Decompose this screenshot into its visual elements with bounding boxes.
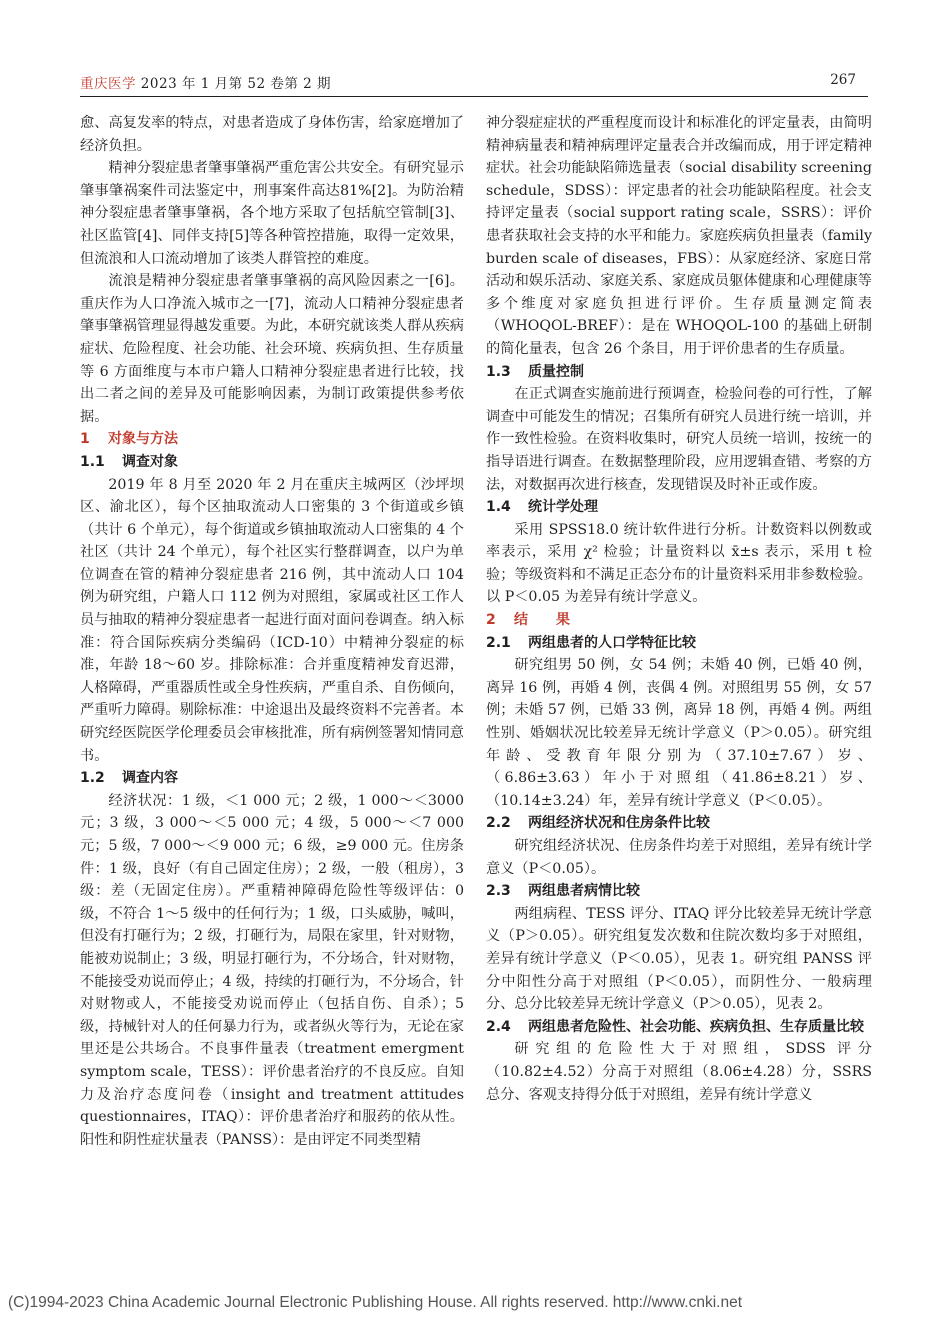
subsection-heading: 1.1 调查对象 xyxy=(80,453,178,470)
running-header xyxy=(80,72,331,92)
paragraph: 经济状况：1 级，＜1 000 元；2 级，1 000～＜3000 元；3 级，3 000～＜5 000 元；4 级，5 000～＜7 000 元；5 级，7 000～＜9 000 元；6 级，≥9 000 元。住房条件：1 级，良好（有自己固定住房）；2 级，一般（租房），3 级：差（无固定住房）。严重精神障碍危险性等级评估：0 级，不符合 1～5 级中的任何行为；1 级，口头威胁，喊叫，但没有打砸行为；2 级，打砸行为，局限在家里，针对财物，能被劝说制止；3 级，明显打砸行为，不分场合，针对财物，不能接受劝说而停止；4 级，持续的打砸行为，不分场合，针对财物或人，不能接受劝说而停止（包括自伤、自杀）；5 级，持械针对人的任何暴力行为，或者纵火等行为，无论在家里还是公共场合。不良事件量表（treatment emergment symptom scale，TESS）：评价患者治疗的不良反应。自知力及治疗态度问卷（insight and treatment attitudes questionnaires，ITAQ）：评价患者治疗和服药的依从性。阳性和阴性症状量表（PANSS）：是由评定不同类型精 xyxy=(80,792,464,1148)
section-heading: 2 结 果 xyxy=(486,612,570,629)
subsection-heading: 1.4 统计学处理 xyxy=(486,499,598,516)
subsection-heading: 2.2 两组经济状况和住房条件比较 xyxy=(486,815,710,832)
left-column xyxy=(80,112,464,1151)
paragraph: 在正式调查实施前进行预调查，检验问卷的可行性，了解调查中可能发生的情况；召集所有研究人员进行统一培训，并作一致性检验。在资料收集时，研究人员统一培训，按统一的指导语进行调查。在数据整理阶段，应用逻辑查错、考察的方法，对数据再次进行核查，发现错误及时补正或作废。 xyxy=(486,386,872,493)
subsection-heading: 2.1 两组患者的人口学特征比较 xyxy=(486,634,696,651)
paragraph: 研究组经济状况、住房条件均差于对照组，差异有统计学意义（P＜0.05）。 xyxy=(486,838,872,877)
paragraph: 神分裂症症状的严重程度而设计和标准化的评定量表，由简明精神病量表和精神病理评定量表合并改编而成，用于评定精神症状。社会功能缺陷筛选量表（social disability screening schedule，SDSS）：评定患者的社会功能缺陷程度。社会支持评定量表（social support rating scale，SSRS）：评价患者获取社会支持的水平和能力。家庭疾病负担量表（family burden scale of diseases，FBS）：从家庭经济、家庭日常活动和娱乐活动、家庭关系、家庭成员躯体健康和心理健康等多个维度对家庭负担进行评价。生存质量测定简表（WHOQOL-BREF）：是在 WHOQOL-100 的基础上研制的简化量表，包含 26 个条目，用于评价患者的生存质量。 xyxy=(486,115,872,357)
header-rule xyxy=(80,96,868,97)
copyright-footer: (C)1994-2023 China Academic Journal Electronic Publishing House. All rights reserved. http://www.cnki.net xyxy=(8,1294,743,1311)
right-column xyxy=(486,112,872,1106)
issue-info: 2023 年 1 月第 52 卷第 2 期 xyxy=(140,76,332,92)
paragraph: 研究组男 50 例，女 54 例；未婚 40 例，已婚 40 例，离异 16 例，再婚 4 例，丧偶 4 例。对照组男 55 例，女 57 例；未婚 57 例，已婚 33 例，离异 18 例，再婚 4 例。两组性别、婚姻状况比较差异无统计学意义（P＞0.05）。研究组年龄、受教育年限分别为（37.10±7.67）岁、（6.86±3.63）年小于对照组（41.86±8.21）岁、（10.14±3.24）年，差异有统计学意义（P＜0.05）。 xyxy=(486,657,872,809)
paragraph: 研究组的危险性大于对照组，SDSS 评分（10.82±4.52）分高于对照组（8.06±4.28）分，SSRS 总分、客观支持得分低于对照组，差异有统计学意义 xyxy=(486,1041,872,1103)
paragraph: 精神分裂症患者肇事肇祸严重危害公共安全。有研究显示肇事肇祸案件司法鉴定中，刑事案件高达81%[2]。为防治精神分裂症患者肇事肇祸，各个地方采取了包括航空管制[3]、社区监管[4]、同伴支持[5]等各种管控措施，取得一定效果，但流浪和人口流动增加了该类人群管控的难度。 xyxy=(80,160,464,267)
page-number: 267 xyxy=(830,72,856,88)
section-heading: 1 对象与方法 xyxy=(80,431,178,448)
subsection-heading: 2.3 两组患者病情比较 xyxy=(486,883,640,900)
paragraph: 愈、高复发率的特点，对患者造成了身体伤害，给家庭增加了经济负担。 xyxy=(80,115,464,154)
paragraph: 两组病程、TESS 评分、ITAQ 评分比较差异无统计学意义（P＞0.05）。研究组复发次数和住院次数均多于对照组，差异有统计学意义（P＜0.05），见表 1。研究组 PANSS 评分中阳性分高于对照组（P＜0.05），而阴性分、一般病理分、总分比较差异无统计学意义（P＞0.05），见表 2。 xyxy=(486,905,872,1013)
subsection-heading: 1.2 调查内容 xyxy=(80,770,178,787)
subsection-heading: 1.3 质量控制 xyxy=(486,363,584,380)
paragraph: 采用 SPSS18.0 统计软件进行分析。计数资料以例数或率表示，采用 χ² 检验；计量资料以 x̄±s 表示，采用 t 检验；等级资料和不满足正态分布的计量资料采用非参数检验。以 P＜0.05 为差异有统计学意义。 xyxy=(486,521,872,606)
subsection-heading: 2.4 两组患者危险性、社会功能、疾病负担、生存质量比较 xyxy=(486,1018,864,1035)
paragraph: 2019 年 8 月至 2020 年 2 月在重庆主城两区（沙坪坝区、渝北区），每个区抽取流动人口密集的 3 个街道或乡镇（共计 6 个单元），每个街道或乡镇抽取流动人口密集的 4 个社区（共计 24 个单元），每个社区实行整群调查，以户为单位调查在管的精神分裂症患者 216 例，其中流动人口 104 例为研究组，户籍人口 112 例为对照组，家属或社区工作人员与抽取的精神分裂症患者一起进行面对面问卷调查。纳入标准：符合国际疾病分类编码（ICD-10）中精神分裂症的标准，年龄 18～60 岁。排除标准：合并重度精神发育迟滞，人格障碍，严重器质性或全身性疾病，严重自杀、自伤倾向，严重听力障碍。剔除标准：中途退出及最终资料不完善者。本研究经医院医学伦理委员会审核批准，所有病例签署知情同意书。 xyxy=(80,476,464,764)
paragraph: 流浪是精神分裂症患者肇事肇祸的高风险因素之一[6]。重庆作为人口净流入城市之一[7]，流动人口精神分裂症患者肇事肇祸管理显得越发重要。为此，本研究就该类人群从疾病症状、危险程度、社会功能、社会环境、疾病负担、生存质量等 6 方面维度与本市户籍人口精神分裂症患者进行比较，找出二者之间的差异及可能影响因素，为制订政策提供参考依据。 xyxy=(80,273,464,425)
journal-name: 重庆医学 xyxy=(80,76,136,92)
